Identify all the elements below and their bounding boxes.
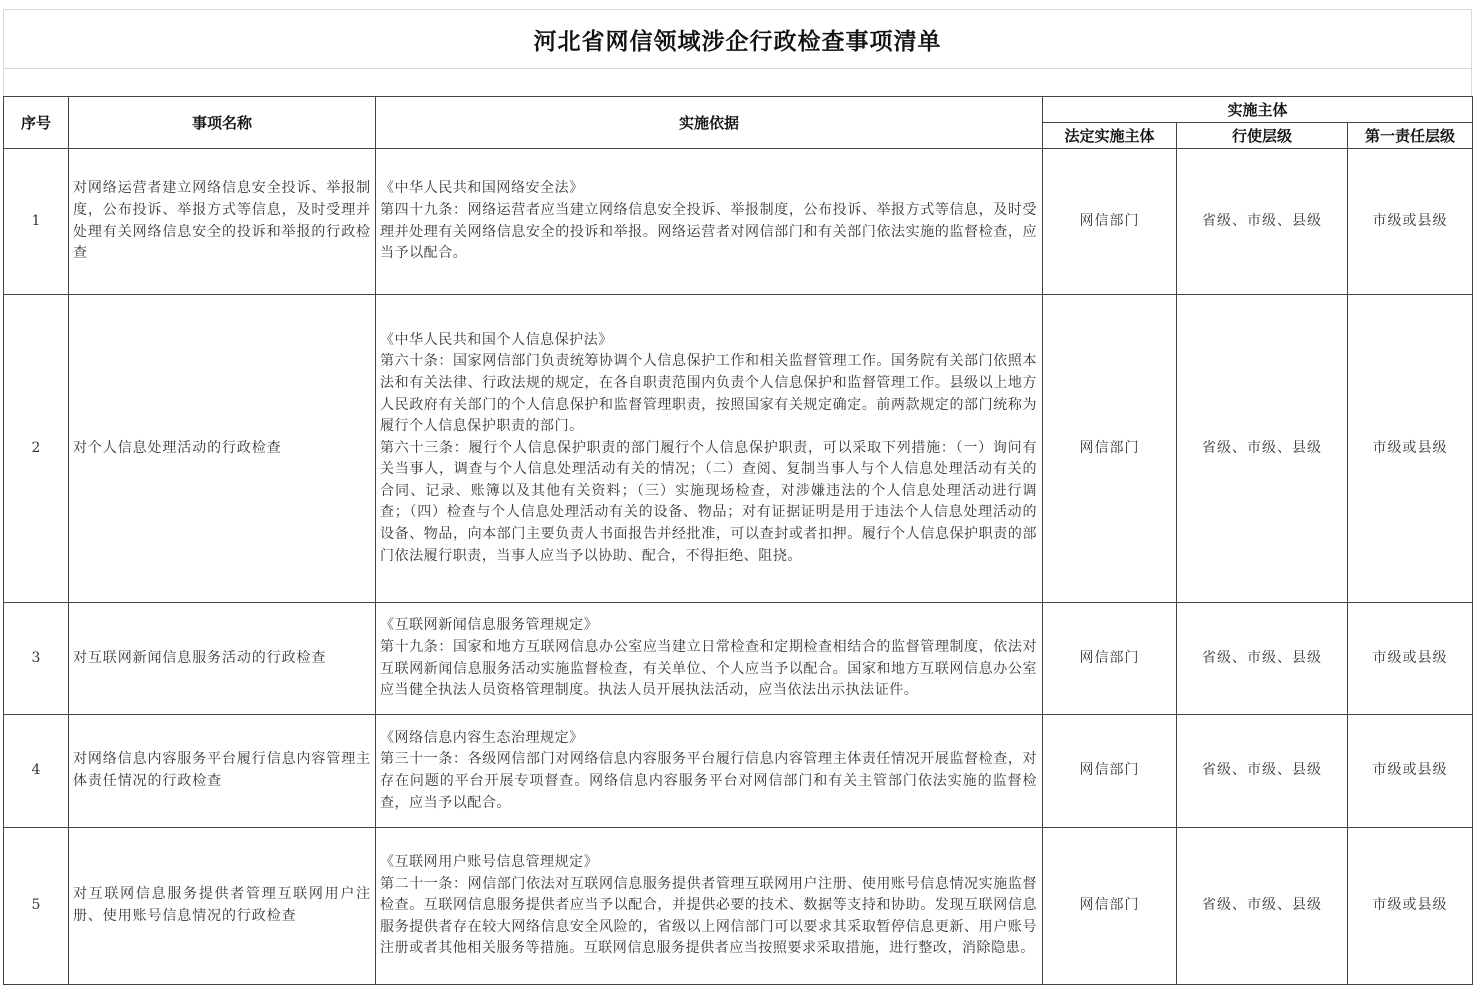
table-row xyxy=(4,828,1473,985)
header-seq: 序号 xyxy=(4,97,69,149)
title-row xyxy=(3,9,1472,68)
row-level: 省级、市级、县级 xyxy=(1177,603,1348,715)
spreadsheet xyxy=(3,9,1472,985)
row-seq: 4 xyxy=(4,715,69,828)
row-legal-subject: 网信部门 xyxy=(1043,828,1177,985)
row-seq: 1 xyxy=(4,149,69,295)
law-clause: 第十九条：国家和地方互联网信息办公室应当建立日常检查和定期检查相结合的监督管理制度，依法对互联网新闻信息服务活动实施监督检查，有关单位、个人应当予以配合。国家和地方互联网信息办公室应当健全执法人员资格管理制度。执法人员开展执法活动，应当依法出示执法证件。 xyxy=(380,638,1037,699)
row-legal-subject: 网信部门 xyxy=(1043,149,1177,295)
law-clause: 第四十九条：网络运营者应当建立网络信息安全投诉、举报制度，公布投诉、举报方式等信息，及时受理并处理有关网络信息安全的投诉和举报。网络运营者对网信部门和有关部门依法实施的监督检查，应当予以配合。 xyxy=(380,201,1037,262)
row-seq: 3 xyxy=(4,603,69,715)
header-first-level: 第一责任层级 xyxy=(1348,123,1473,149)
table-row xyxy=(4,603,1473,715)
law-title: 《互联网新闻信息服务管理规定》 xyxy=(380,617,599,634)
row-seq: 2 xyxy=(4,295,69,603)
law-clause: 第六十条：国家网信部门负责统筹协调个人信息保护工作和相关监督管理工作。国务院有关部门依照本法和有关法律、行政法规的规定，在各自职责范围内负责个人信息保护和监督管理工作。县级以上地方人民政府有关部门的个人信息保护和监督管理职责，按照国家有关规定确定。前两款规定的部门统称为履行个人信息保护职责的部门。 xyxy=(380,353,1037,435)
header-level: 行使层级 xyxy=(1177,123,1348,149)
row-basis xyxy=(376,603,1043,715)
row-seq: 5 xyxy=(4,828,69,985)
table-row xyxy=(4,715,1473,828)
row-item-name: 对网络运营者建立网络信息安全投诉、举报制度，公布投诉、举报方式等信息，及时受理并处理有关网络信息安全的投诉和举报的行政检查 xyxy=(69,149,376,295)
law-title: 《网络信息内容生态治理规定》 xyxy=(380,729,584,746)
row-level: 省级、市级、县级 xyxy=(1177,149,1348,295)
law-clause: 第三十一条：各级网信部门对网络信息内容服务平台履行信息内容管理主体责任情况开展监督检查，对存在问题的平台开展专项督查。网络信息内容服务平台对网信部门和有关主管部门依法实施的监督检查，应当予以配合。 xyxy=(380,751,1037,811)
law-clause: 第二十一条：网信部门依法对互联网信息服务提供者管理互联网用户注册、使用账号信息情况实施监督检查。互联网信息服务提供者应当予以配合，并提供必要的技术、数据等支持和协助。发现互联网信息服务提供者存在较大网络信息安全风险的，省级以上网信部门可以要求其采取暂停信息更新、用户账号注册或者其他相关服务等措施。互联网信息服务提供者应当按照要求采取措施，进行整改，消除隐患。 xyxy=(380,875,1037,957)
row-legal-subject: 网信部门 xyxy=(1043,603,1177,715)
header-subject-group: 实施主体 xyxy=(1043,97,1473,123)
header-legal-subject: 法定实施主体 xyxy=(1043,123,1177,149)
row-item-name: 对网络信息内容服务平台履行信息内容管理主体责任情况的行政检查 xyxy=(69,715,376,828)
table-row xyxy=(4,295,1473,603)
row-level: 省级、市级、县级 xyxy=(1177,828,1348,985)
row-item-name: 对互联网新闻信息服务活动的行政检查 xyxy=(69,603,376,715)
row-basis xyxy=(376,828,1043,985)
row-first-level: 市级或县级 xyxy=(1348,149,1473,295)
inspection-table xyxy=(3,96,1473,985)
row-legal-subject: 网信部门 xyxy=(1043,715,1177,828)
row-first-level: 市级或县级 xyxy=(1348,715,1473,828)
blank-row xyxy=(3,68,1472,96)
row-basis xyxy=(376,715,1043,828)
law-title: 《互联网用户账号信息管理规定》 xyxy=(380,854,599,871)
row-basis xyxy=(376,295,1043,603)
table-row xyxy=(4,149,1473,295)
page-title: 河北省网信领域涉企行政检查事项清单 xyxy=(533,27,942,55)
row-item-name: 对互联网信息服务提供者管理互联网用户注册、使用账号信息情况的行政检查 xyxy=(69,828,376,985)
header-item-name: 事项名称 xyxy=(69,97,376,149)
row-first-level: 市级或县级 xyxy=(1348,603,1473,715)
row-basis xyxy=(376,149,1043,295)
law-clause: 第六十三条：履行个人信息保护职责的部门履行个人信息保护职责，可以采取下列措施：（一）询问有关当事人，调查与个人信息处理活动有关的情况；（二）查阅、复制当事人与个人信息处理活动有关的合同、记录、账簿以及其他有关资料；（三）实施现场检查，对涉嫌违法的个人信息处理活动进行调查；（四）检查与个人信息处理活动有关的设备、物品；对有证据证明是用于违法个人信息处理活动的设备、物品，向本部门主要负责人书面报告并经批准，可以查封或者扣押。履行个人信息保护职责的部门依法履行职责，当事人应当予以协助、配合，不得拒绝、阻挠。 xyxy=(380,439,1037,564)
row-item-name: 对个人信息处理活动的行政检查 xyxy=(69,295,376,603)
row-first-level: 市级或县级 xyxy=(1348,295,1473,603)
row-first-level: 市级或县级 xyxy=(1348,828,1473,985)
header-basis: 实施依据 xyxy=(376,97,1043,149)
row-legal-subject: 网信部门 xyxy=(1043,295,1177,603)
row-level: 省级、市级、县级 xyxy=(1177,295,1348,603)
law-title: 《中华人民共和国个人信息保护法》 xyxy=(380,331,613,348)
row-level: 省级、市级、县级 xyxy=(1177,715,1348,828)
law-title: 《中华人民共和国网络安全法》 xyxy=(380,180,584,197)
